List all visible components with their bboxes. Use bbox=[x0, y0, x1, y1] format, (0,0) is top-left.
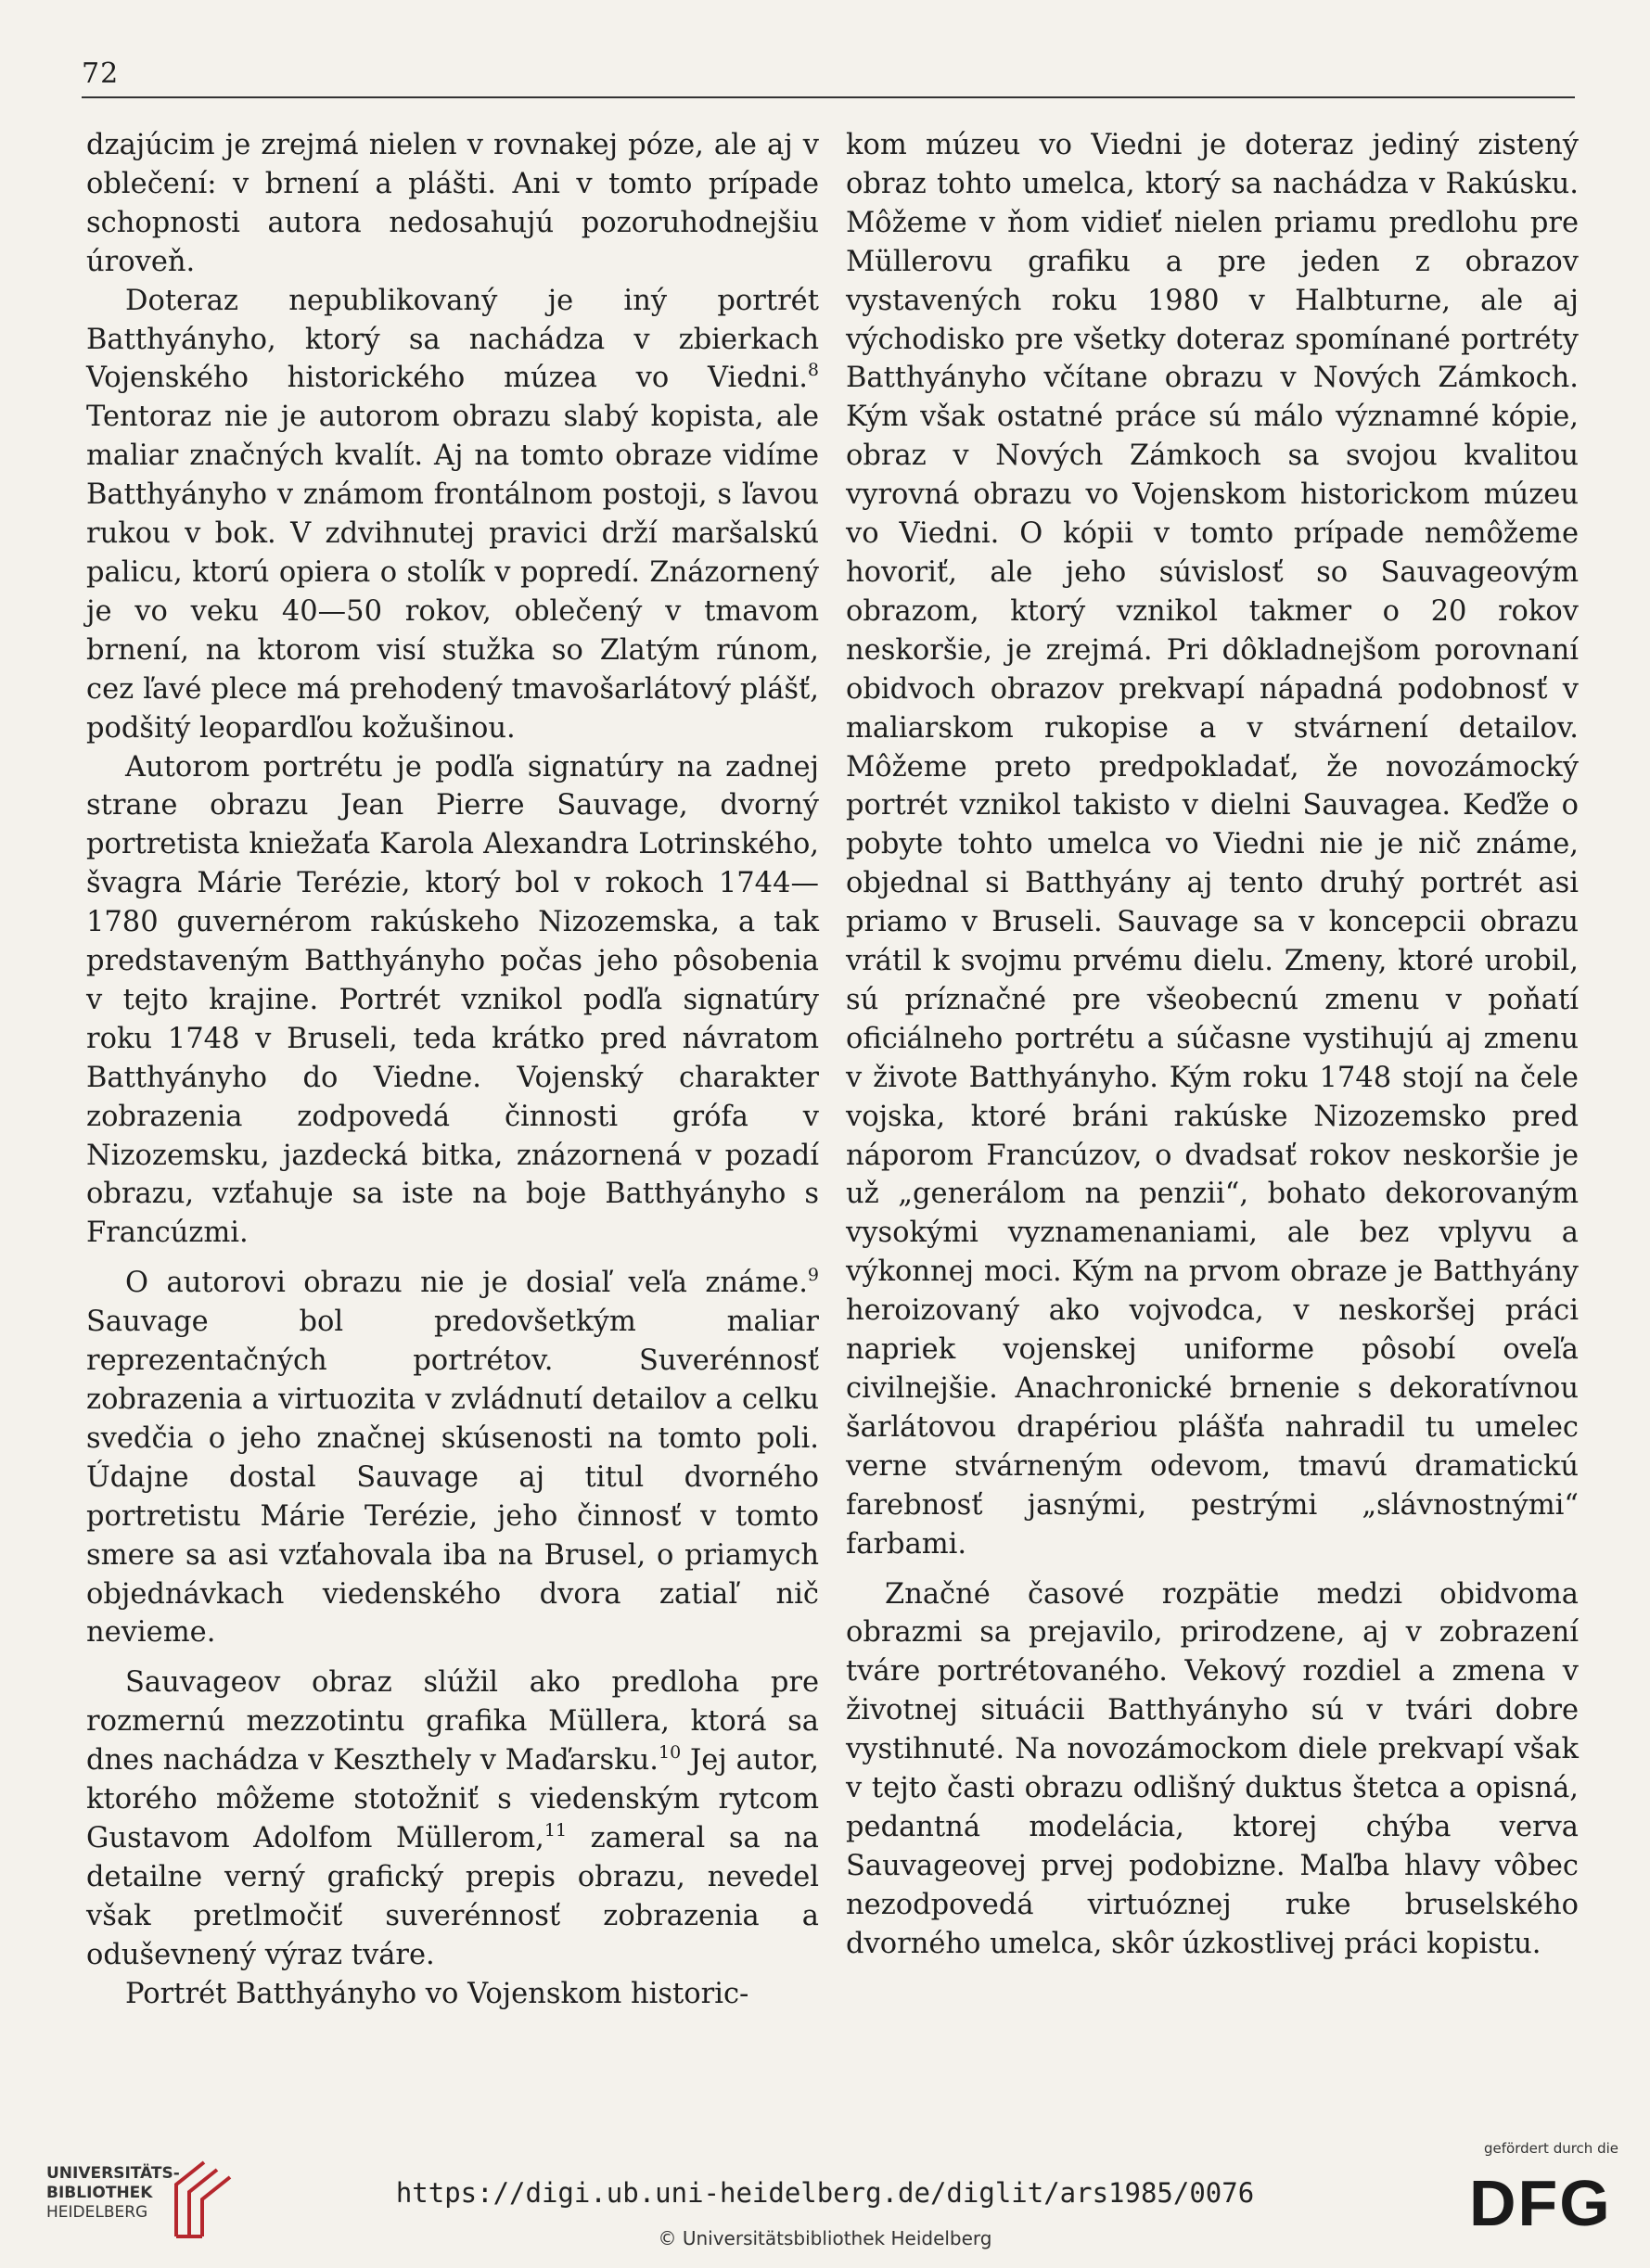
paragraph-text: Sauvageov obraz slúžil ako predloha pre rozmernú mezzotintu grafika Müllera, ktorá sa dnes nachádza v Keszthely v Maďarsku. bbox=[86, 1666, 819, 1777]
paragraph bbox=[86, 748, 819, 1254]
paragraph-text: zameral sa na detailne verný grafický prepis obrazu, nevedel však pretlmočiť suverénnosť zobrazenia a oduševnený výraz tváre. bbox=[86, 1821, 819, 1971]
dfg-funding-logo[interactable] bbox=[1465, 2140, 1623, 2251]
header-rule bbox=[82, 96, 1575, 98]
paragraph-text: Autorom portrétu je podľa signatúry na zadnej strane obrazu Jean Pierre Sauvage, dvorný portretista kniežaťa Karola Alexandra Lotrinského, švagra Márie Terézie, ktorý bol v rokoch 1744—1780 guvernérom rakúskeho Nizozemska, a tak predstaveným Batthyányho počas jeho pôsobenia v tejto krajine. Portrét vznikol podľa signatúry roku 1748 v Bruseli, teda krátko pred návratom Batthyányho do Viedne. Vojenský charakter zobrazenia zodpovedá činnosti grófa v Nizozemsku, jazdecká bitka, znázornená v pozadí obrazu, vzťahuje sa iste na boje Batthyányho s Francúzmi. bbox=[86, 750, 819, 1250]
paragraph bbox=[86, 1264, 819, 1652]
paragraph bbox=[846, 126, 1579, 1564]
paragraph-text: Sauvage bol predovšetkým maliar reprezentačných portrétov. Suverénnosť zobrazenia a virtuozita v zvládnutí detailov a celku svedčia o jeho značnej skúsenosti na tomto poli. Údajne dostal Sauvage aj titul dvorného portretistu Márie Terézie, jeho činnosť v tomto smere sa asi vzťahovala iba na Brusel, o priamych objednávkach viedenského dvora zatiaľ nič nevieme. bbox=[86, 1306, 819, 1650]
library-line: UNIVERSITÄTS- bbox=[46, 2164, 180, 2183]
paragraph-text: kom múzeu vo Viedni je doteraz jediný zistený obraz tohto umelca, ktorý sa nachádza v Rakúsku. Môžeme v ňom vidieť nielen priamu predlohu pre Müllerovu grafiku a pre jeden z obrazov vystavených roku 1980 v Halbturne, ale aj východisko pre všetky doteraz spomínané portréty Batthyányho včítane obrazu v Nových Zámkoch. Kým však ostatné práce sú málo významné kópie, obraz v Nových Zámkoch sa svojou kvalitou vyrovná obrazu vo Vojenskom historickom múzeu vo Viedni. O kópii v tomto prípade nemôžeme hovoriť, ale jeho súvislosť so Sauvageovým obrazom, ktorý vznikol takmer o 20 rokov neskoršie, je zrejmá. Pri dôkladnejšom porovnaní obidvoch obrazov prekvapí nápadná podobnosť v maliarskom rukopise a v stvárnení detailov. Môžeme preto predpokladať, že novozámocký portrét vznikol takisto v dielni Sauvagea. Keďže o pobyte tohto umelca vo Viedni nie je nič známe, objednal si Batthyány aj tento druhý portrét asi priamo v Bruseli. Sauvage sa v koncepcii obrazu vrátil k svojmu prvému dielu. Zmeny, ktoré urobil, sú príznačné pre všeobecnú zmenu v poňatí oficiálneho portrétu a súčasne vystihujú aj zmenu v živote Batthyányho. Kým roku 1748 stojí na čele vojska, ktoré bráni rakúske Nizozemsko pred náporom Francúzov, o dvadsať rokov neskoršie je už „generálom na penzii“, bohato dekorovaným vysokými vyznamenaniami, ale bez vplyvu a výkonnej moci. Kým na prvom obraze je Batthyány heroizovaný ako vojvodca, v neskoršej práci napriek vojenskej uniforme pôsobí oveľa civilnejšie. Anachronické brnenie s dekoratívnou šarlátovou drapériou plášťa nahradil tu umelec verne stvárneným odevom, tmavú dramatickú farebnosť jasnými, pestrými „slávnostnými“ farbami. bbox=[846, 129, 1579, 1561]
paragraph bbox=[86, 1975, 819, 2014]
right-column bbox=[846, 126, 1579, 1964]
library-line: BIBLIOTHEK bbox=[46, 2184, 153, 2202]
footnote-marker: 9 bbox=[807, 1265, 819, 1286]
left-column bbox=[86, 126, 819, 2014]
paragraph-text: Tentoraz nie je autorom obrazu slabý kopista, ale maliar značných kvalít. Aj na tomto obraze vidíme Batthyányho v známom frontálnom postoji, s ľavou rukou v bok. V zdvihnutej pravici drží maršalskú palicu, ktorú opiera o stolík v popredí. Znázornený je vo veku 40—50 rokov, oblečený v tmavom brnení, na ktorom visí stužka so Zlatým rúnom, cez ľavé plece má prehodený tmavošarlátový plášť, podšitý leopardľou kožušinou. bbox=[86, 401, 819, 745]
library-line: HEIDELBERG bbox=[46, 2203, 148, 2222]
footnote-marker: 8 bbox=[807, 360, 819, 381]
dfg-logo-icon bbox=[1465, 2168, 1623, 2233]
paragraph-text: Jej autor, ktorého môžeme stotožniť s viedenským rytcom Gustavom Adolfom Müllerom, bbox=[86, 1744, 819, 1854]
paragraph bbox=[86, 126, 819, 282]
paragraph bbox=[86, 1663, 819, 1974]
paragraph-text: Doteraz nepublikovaný je iný portrét Batthyányho, ktorý sa nachádza v zbierkach Vojenského historického múzea vo Viedni. bbox=[86, 284, 819, 395]
dfg-logo-text: DFG bbox=[1469, 2168, 1612, 2233]
page-number: 72 bbox=[82, 57, 120, 90]
paragraph bbox=[846, 1575, 1579, 1964]
paragraph-text: O autorovi obrazu nie je dosiaľ veľa známe. bbox=[125, 1267, 808, 1300]
paragraph-text: Portrét Batthyányho vo Vojenskom historic- bbox=[125, 1977, 749, 2010]
footnote-marker: 10 bbox=[658, 1742, 682, 1764]
copyright-text: © Universitätsbibliothek Heidelberg bbox=[658, 2227, 992, 2249]
source-url-link[interactable]: https://digi.ub.uni-heidelberg.de/diglit/ars1985/0076 bbox=[395, 2177, 1255, 2209]
footer bbox=[0, 2131, 1650, 2268]
paragraph bbox=[86, 282, 819, 748]
paragraph-text: dzajúcim je zrejmá nielen v rovnakej póze, ale aj v oblečení: v brnení a plášti. Ani v tomto prípade schopnosti autora nedosahujú pozoruhodnejšiu úroveň. bbox=[86, 129, 819, 278]
dfg-caption: gefördert durch die bbox=[1484, 2140, 1618, 2157]
footnote-marker: 11 bbox=[544, 1819, 568, 1841]
paragraph-text: Značné časové rozpätie medzi obidvoma obrazmi sa prejavilo, prirodzene, aj v zobrazení tváre portrétovaného. Vekový rozdiel a zmena v životnej situácii Batthyányho sú v tvári dobre vystihnuté. Na novozámockom diele prekvapí však v tejto časti obrazu odlišný duktus štetca a opisná, pedantná modelácia, ktorej chýba verva Sauvageovej prvej podobizne. Maľba hlavy vôbec nezodpovedá virtuóznej ruke bruselského dvorného umelca, skôr úzkostlivej práci kopistu. bbox=[846, 1577, 1579, 1960]
